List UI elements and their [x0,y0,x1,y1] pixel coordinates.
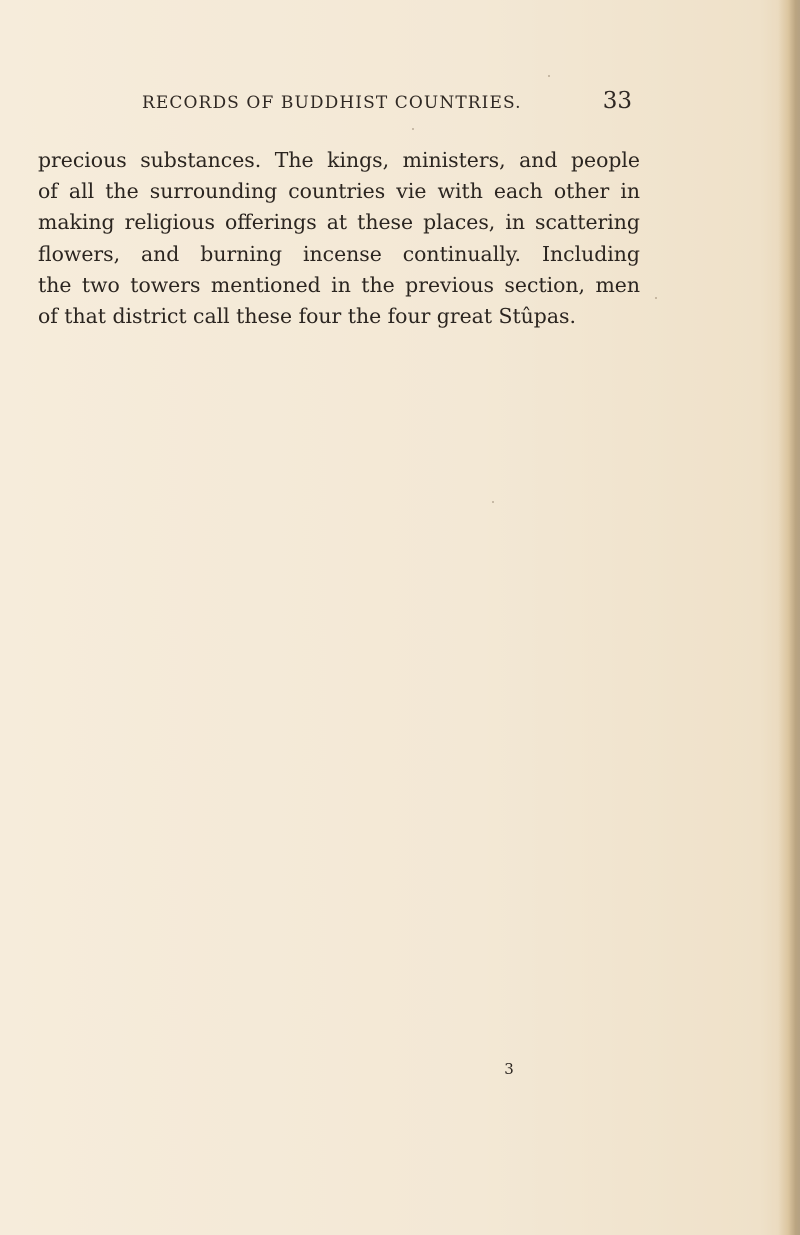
text-line: precious substances. The kings, ministers, and people [38,148,640,172]
body-paragraph [38,145,640,332]
text-line: of all the surrounding countries vie with each other in [38,179,640,204]
page-edge-shadow [778,0,800,1235]
text-line-last: of that district call these four the four great Stûpas. [38,304,576,329]
text-line: making religious offerings at these places, in scattering [38,210,640,235]
running-head [142,88,632,114]
paper-speck [492,501,494,503]
text-line: flowers, and burning incense continually. Including [38,241,640,266]
signature-mark: 3 [504,1060,514,1078]
text-line: the two towers mentioned in the previous section, men [38,272,640,297]
paper-speck [548,75,550,77]
paper-speck [412,128,414,130]
paper-speck [655,297,657,299]
page-number: 33 [602,88,632,114]
running-title: RECORDS OF BUDDHIST COUNTRIES. [142,93,522,113]
